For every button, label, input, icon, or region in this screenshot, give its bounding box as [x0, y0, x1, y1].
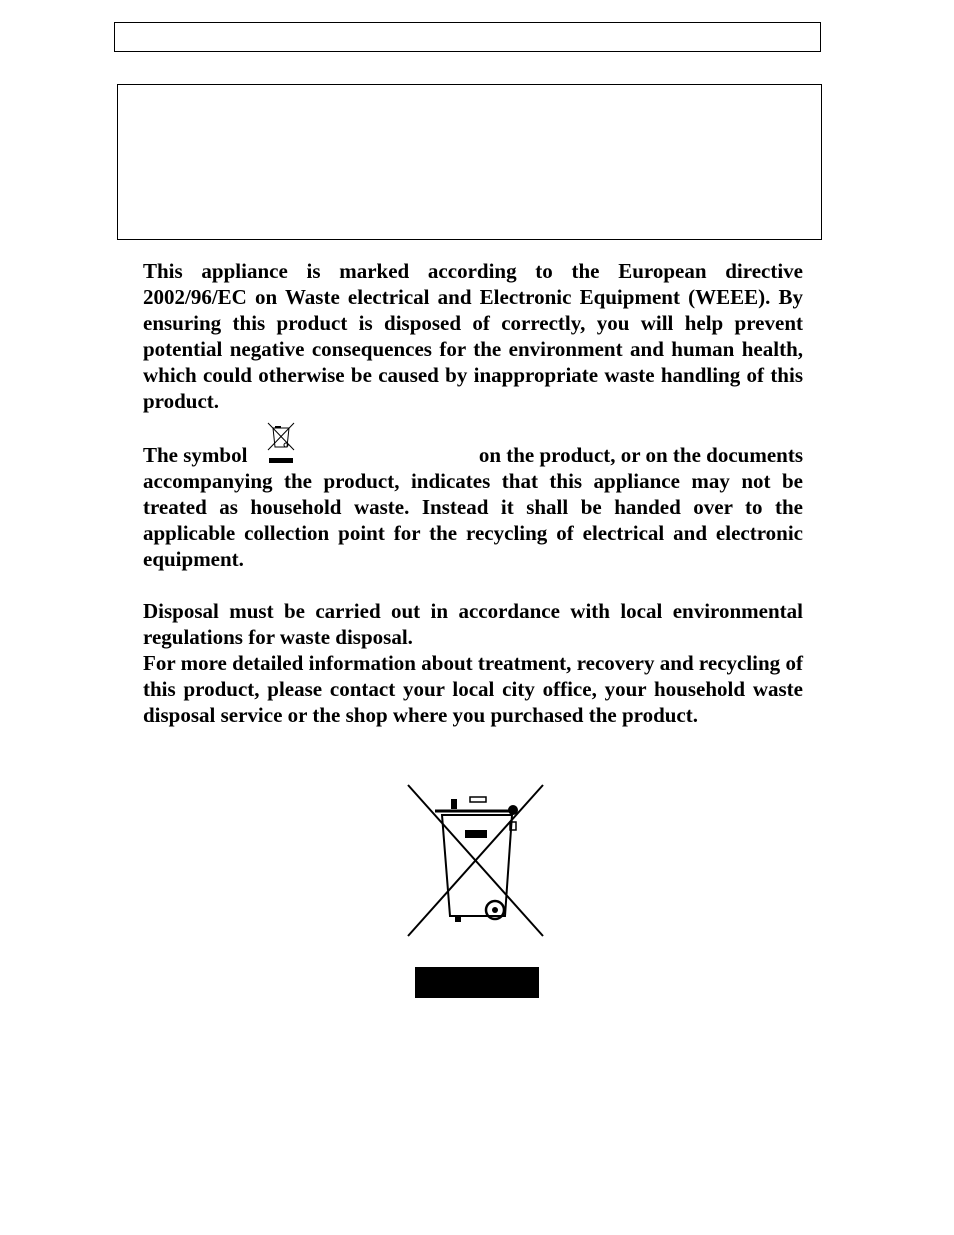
symbol-text-after: on the product, or on the documents: [478, 443, 803, 467]
symbol-text-before: The symbol: [143, 443, 248, 467]
weee-bin-small-icon: [267, 422, 297, 466]
document-body: [143, 258, 803, 728]
disposal-paragraph: Disposal must be carried out in accordance with local environmental regulations for waste disposal.: [143, 599, 803, 649]
weee-bin-large-icon: [405, 782, 547, 940]
symbol-paragraph-rest: accompanying the product, indicates that this appliance may not be treated as household waste. Instead it shall be handed over to the applicable collection point for the recycling of electrical and electronic equipment.: [143, 469, 803, 571]
more-info-paragraph: For more detailed information about treatment, recovery and recycling of this product, please contact your local city office, your household waste disposal service or the shop where you purchased the product.: [143, 651, 803, 727]
symbol-paragraph: [143, 438, 803, 572]
header-box: [114, 22, 821, 52]
weee-directive-paragraph: This appliance is marked according to the European directive 2002/96/EC on Waste electrical and Electronic Equipment (WEEE). By ensuring this product is disposed of correctly, you will help prevent potential negative consequences for the environment and human health, which could otherwise be caused by inappropriate waste handling of this product.: [143, 259, 803, 413]
black-bar: [415, 967, 539, 998]
title-box: [117, 84, 822, 240]
symbol-line: [143, 438, 803, 468]
